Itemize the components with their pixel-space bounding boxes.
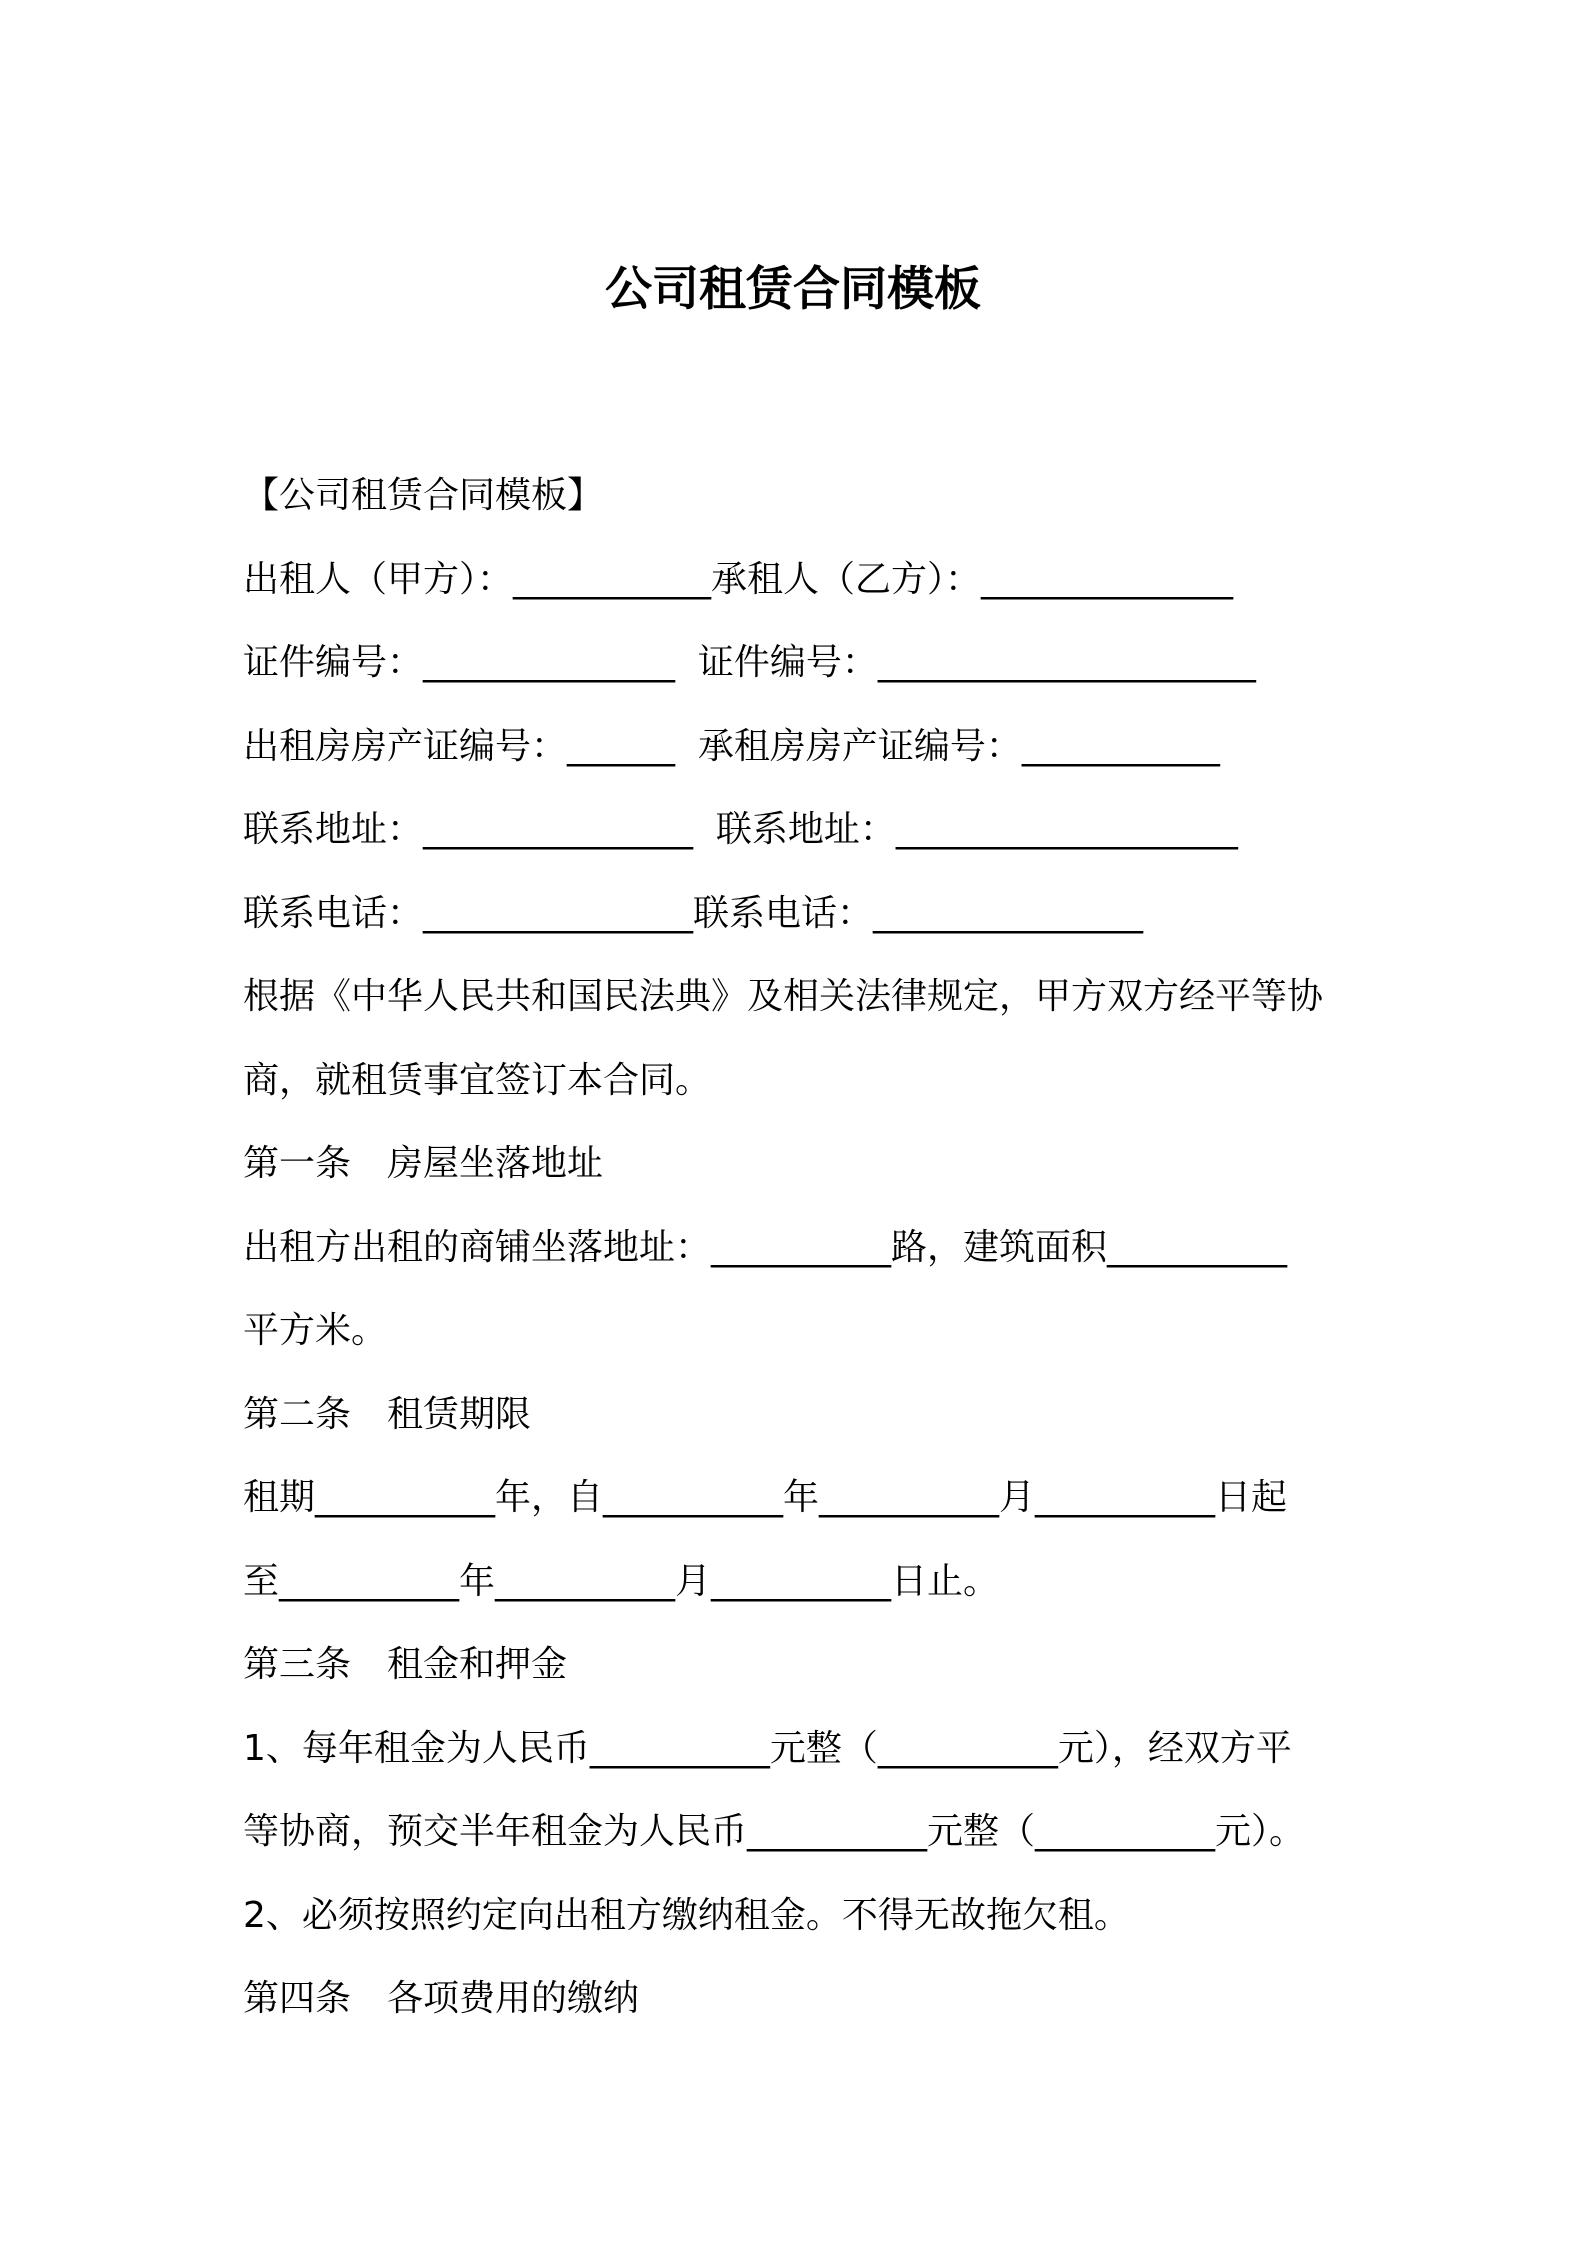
article-3-heading: 第三条 租金和押金: [243, 1644, 568, 1685]
id-number-line: 证件编号：______________ 证件编号：_____________________: [243, 642, 1256, 683]
document-body: [243, 454, 1363, 2041]
article-3-text-1: 1、每年租金为人民币__________元整（__________元），经双方平: [243, 1727, 1292, 1769]
preamble-line-1: 根据《中华人民共和国民法典》及相关法律规定，甲方双方经平等协: [243, 976, 1324, 1017]
article-2-heading: 第二条 租赁期限: [243, 1393, 532, 1435]
article-1-text-1: 出租方出租的商铺坐落地址：__________路，建筑面积__________: [243, 1226, 1288, 1268]
article-4-heading: 第四条 各项费用的缴纳: [243, 1978, 640, 2019]
article-2-text-1: 租期__________年，自__________年__________月__________日起: [243, 1477, 1288, 1518]
address-line: 联系地址：_______________ 联系地址：___________________: [243, 809, 1238, 850]
document-title: 公司租赁合同模板: [605, 262, 981, 317]
property-certificate-line: 出租房房产证编号：______ 承租房房产证编号：___________: [243, 725, 1220, 767]
article-1-text-2: 平方米。: [243, 1310, 388, 1351]
preamble-line-2: 商，就租赁事宜签订本合同。: [243, 1059, 712, 1101]
article-2-text-2: 至__________年__________月__________日止。: [243, 1560, 1000, 1602]
phone-line: 联系电话：_______________联系电话：_______________: [243, 892, 1144, 934]
article-3-text-3: 2、必须按照约定向出租方缴纳租金。不得无故拖欠租。: [243, 1894, 1130, 1936]
party-names-line: 出租人（甲方）：___________承租人（乙方）：______________: [243, 558, 1234, 600]
article-3-text-2: 等协商，预交半年租金为人民币__________元整（__________元）。: [243, 1811, 1306, 1852]
subtitle-line: 【公司租赁合同模板】: [243, 475, 604, 516]
article-1-heading: 第一条 房屋坐落地址: [243, 1143, 604, 1184]
